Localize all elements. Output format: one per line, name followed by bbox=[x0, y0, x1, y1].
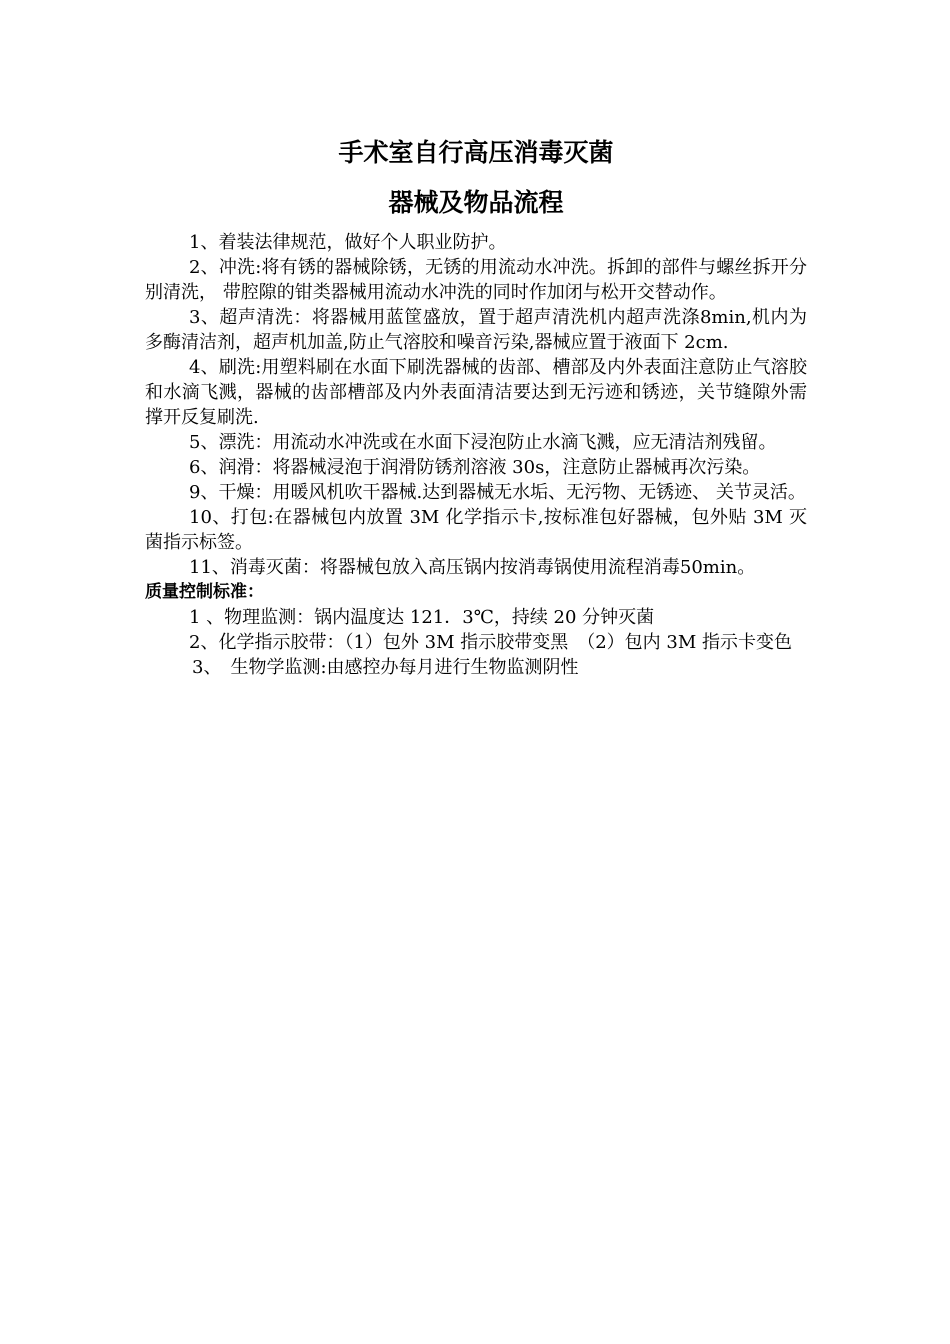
step-paragraph: 11、消毒灭菌：将器械包放入高压锅内按消毒锅使用流程消毒50min。 bbox=[189, 557, 756, 578]
quality-item: 2、化学指示胶带：（1）包外 3M 指示胶带变黑 （2）包内 3M 指示卡变色 bbox=[189, 632, 793, 653]
step-paragraph: 5、漂洗：用流动水冲洗或在水面下浸泡防止水滴飞溅，应无清洁剂残留。 bbox=[189, 432, 777, 453]
step-paragraph: 10、打包:在器械包内放置 3M 化学指示卡,按标准包好器械，包外贴 3M 灭菌指示标签。 bbox=[145, 507, 807, 553]
step-paragraph: 3、超声清洗：将器械用蓝筐盛放，置于超声清洗机内超声洗涤8min,机内为多酶清洁剂，超声机加盖,防止气溶胶和噪音污染,器械应置于液面下 2cm. bbox=[145, 307, 807, 353]
quality-control-heading: 质量控制标准： bbox=[145, 582, 264, 602]
procedure-steps bbox=[145, 230, 807, 680]
step-paragraph: 2、冲洗:将有锈的器械除锈，无锈的用流动水冲洗。拆卸的部件与螺丝拆开分别清洗， 带腔隙的钳类器械用流动水冲洗的同时作加闭与松开交替动作。 bbox=[145, 257, 807, 303]
document-title-line-2: 器械及物品流程 bbox=[388, 188, 564, 217]
step-paragraph: 6、润滑：将器械浸泡于润滑防锈剂溶液 30s，注意防止器械再次污染。 bbox=[189, 457, 761, 478]
document-title-line-1: 手术室自行高压消毒灭菌 bbox=[338, 138, 614, 167]
document-page bbox=[145, 128, 807, 680]
step-paragraph: 9、干燥：用暖风机吹干器械.达到器械无水垢、无污物、无锈迹、 关节灵活。 bbox=[189, 482, 806, 503]
step-paragraph: 4、刷洗:用塑料刷在水面下刷洗器械的齿部、槽部及内外表面注意防止气溶胶和水滴飞溅，器械的齿部槽部及内外表面清洁要达到无污迹和锈迹，关节缝隙外需撑开反复刷洗. bbox=[145, 357, 807, 428]
quality-item: 3、 生物学监测:由感控办每月进行生物监测阴性 bbox=[192, 657, 579, 678]
quality-item: 1 、物理监测：锅内温度达 121．3℃，持续 20 分钟灭菌 bbox=[189, 607, 655, 628]
step-paragraph: 1、着装法律规范，做好个人职业防护。 bbox=[189, 232, 507, 253]
